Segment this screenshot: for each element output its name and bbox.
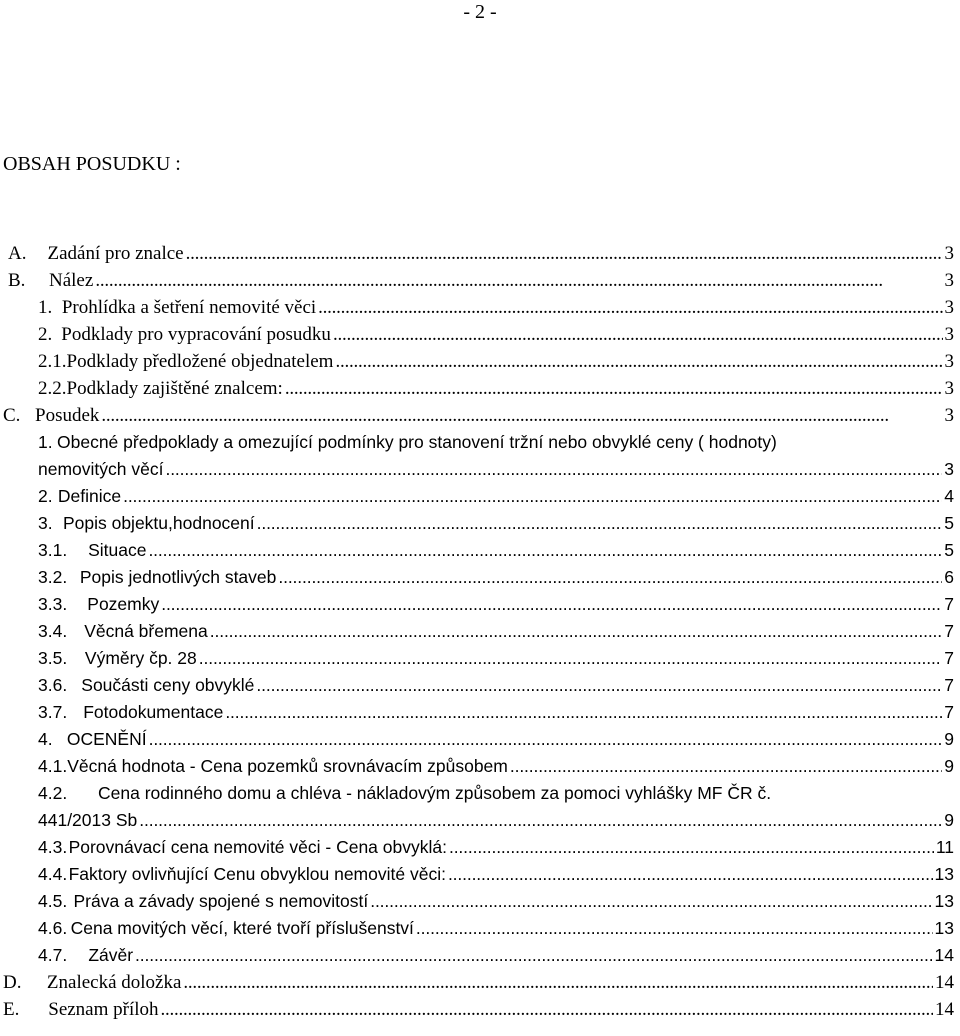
- toc-entry-page: 3: [944, 378, 954, 399]
- toc-entry-number: 4.4.: [38, 864, 68, 884]
- toc-entry-page: 7: [944, 648, 954, 668]
- toc-entry-title: Faktory ovlivňující Cenu obvyklou nemovité věci:: [68, 864, 446, 884]
- toc-entry-title: Fotodokumentace: [83, 702, 224, 722]
- toc-entry-number: C.: [3, 405, 21, 426]
- toc-entry-number: 3.6.: [38, 675, 68, 695]
- dot-leader: [183, 969, 933, 996]
- toc-entry-title: OCENĚNÍ: [66, 729, 147, 749]
- toc-entry-page: 14: [934, 945, 954, 965]
- dot-leader: [139, 807, 942, 834]
- dot-leader: [135, 942, 932, 969]
- dot-leader: [448, 861, 933, 888]
- toc-entry[interactable]: [38, 699, 954, 726]
- toc-entry-number: 1.: [38, 432, 53, 452]
- toc-entry-title: Popis objektu,hodnocení: [62, 513, 255, 533]
- toc-entry[interactable]: [38, 942, 954, 969]
- toc-entry-title: Podklady předložené objednatelem: [66, 351, 334, 372]
- toc-entry-number: 3.5.: [38, 648, 68, 668]
- toc-entry-page: 11: [935, 837, 954, 857]
- toc-entry-number: 4.2.: [38, 783, 68, 803]
- dot-leader: [161, 996, 933, 1023]
- toc-entry-page: 7: [944, 594, 954, 614]
- toc-entry-number: 4.7.: [38, 945, 68, 965]
- toc-entry[interactable]: [38, 537, 954, 564]
- dot-leader: [225, 699, 942, 726]
- toc-entry[interactable]: [8, 240, 954, 267]
- toc-entry-number: 3.3.: [38, 594, 68, 614]
- toc-entry[interactable]: [38, 672, 954, 699]
- toc-entry-number: B.: [8, 270, 26, 291]
- toc-entry-page: 7: [944, 702, 954, 722]
- toc-entry[interactable]: [38, 321, 954, 348]
- toc-entry-number: 3.4.: [38, 621, 68, 641]
- toc-entry-title: Cena movitých věcí, které tvoří příslušenství: [70, 918, 414, 938]
- toc-entry-title: Pozemky: [87, 594, 160, 614]
- toc-entry[interactable]: [8, 267, 954, 294]
- toc-entry-page: 13: [934, 891, 954, 911]
- toc-entry-title: Podklady zajištěné znalcem:: [66, 378, 283, 399]
- toc-entry[interactable]: [38, 915, 954, 942]
- dot-leader: [95, 267, 942, 294]
- toc-entry-title: Věcná hodnota - Cena pozemků srovnávacím způsobem: [67, 756, 508, 776]
- toc-entry[interactable]: [38, 618, 954, 645]
- toc-entry-page: 3: [944, 297, 954, 318]
- dot-leader: [199, 645, 943, 672]
- toc-entry-page: 6: [944, 567, 954, 587]
- toc-entry-title: Cena rodinného domu a chléva - nákladovým způsobem za pomoci vyhlášky MF ČR č.: [98, 783, 772, 803]
- toc-entry-number: 3.1.: [38, 540, 68, 560]
- toc-entry-page: 3: [944, 270, 954, 291]
- toc-entry[interactable]: [38, 861, 954, 888]
- toc-entry-page: 13: [934, 918, 954, 938]
- toc-entry-number: E.: [3, 999, 20, 1020]
- toc-entry-number: 2.: [38, 324, 53, 345]
- toc-entry-number: 2.1.: [38, 351, 67, 372]
- toc-entry-page: 14: [935, 999, 954, 1020]
- toc-entry-title: Definice: [57, 486, 122, 506]
- toc-entry-number: 4.1.: [38, 756, 68, 776]
- toc-entry-page: 9: [944, 810, 954, 830]
- toc-entry[interactable]: [38, 564, 954, 591]
- toc-entry-title: Posudek: [35, 405, 100, 426]
- toc-entry-page: 5: [944, 513, 954, 533]
- dot-leader: [165, 456, 942, 483]
- dot-leader: [335, 348, 942, 375]
- toc-entry-page: 9: [944, 729, 954, 749]
- toc-entry-number: A.: [8, 243, 27, 264]
- toc-entry-title-continued: 441/2013 Sb: [38, 810, 138, 830]
- toc-entry[interactable]: [38, 456, 954, 483]
- toc-entry-title: Věcná břemena: [84, 621, 208, 641]
- toc-entry-page: 7: [944, 675, 954, 695]
- dot-leader: [210, 618, 943, 645]
- dot-leader: [186, 240, 943, 267]
- toc-entry-number: 3.: [38, 513, 53, 533]
- toc-entry-number: 3.7.: [38, 702, 68, 722]
- toc-entry-number: 3.2.: [38, 567, 68, 587]
- toc-entry-number: 4.: [38, 729, 53, 749]
- toc-entry[interactable]: [3, 996, 954, 1023]
- toc-entry-number: 1.: [38, 297, 53, 318]
- toc-entry-page: 3: [944, 243, 954, 264]
- toc-entry-title: Součásti ceny obvyklé: [81, 675, 255, 695]
- toc-entry[interactable]: [3, 969, 954, 996]
- toc-entry[interactable]: [38, 510, 954, 537]
- toc-entry-title: Popis jednotlivých staveb: [79, 567, 277, 587]
- toc-entry-title: Výměry čp. 28: [84, 648, 197, 668]
- toc-entry[interactable]: [38, 375, 954, 402]
- toc-entry-number: 4.5.: [38, 891, 68, 911]
- toc-entry-number: 4.3.: [38, 837, 68, 857]
- toc-entry-first-line[interactable]: [38, 780, 772, 807]
- toc-entry-page: 14: [935, 972, 954, 993]
- toc-entry-title: Podklady pro vypracování posudku: [61, 324, 331, 345]
- dot-leader: [285, 375, 943, 402]
- toc-entry[interactable]: [38, 294, 954, 321]
- dot-leader: [161, 591, 942, 618]
- toc-entry-page: 7: [944, 621, 954, 641]
- toc-entry-first-line[interactable]: [38, 429, 777, 456]
- toc-entry-title: Porovnávací cena nemovité věci - Cena obvyklá:: [68, 837, 447, 857]
- toc-entry[interactable]: [38, 348, 954, 375]
- dot-leader: [510, 753, 942, 780]
- toc-entry[interactable]: [38, 888, 954, 915]
- dot-leader: [416, 915, 933, 942]
- dot-leader: [257, 510, 943, 537]
- toc-entry-page: 5: [944, 540, 954, 560]
- toc-entry-number: 2.: [38, 486, 53, 506]
- toc-entry-title: Seznam příloh: [48, 999, 159, 1020]
- page-number: - 2 -: [463, 1, 497, 23]
- toc-entry-number: D.: [3, 972, 22, 993]
- toc-entry-title: Nález: [49, 270, 94, 291]
- dot-leader: [256, 672, 942, 699]
- toc-entry-page: 3: [944, 405, 954, 426]
- dot-leader: [101, 402, 942, 429]
- toc-entry[interactable]: [38, 645, 954, 672]
- dot-leader: [318, 294, 942, 321]
- dot-leader: [123, 483, 942, 510]
- toc-entry-page: 3: [944, 351, 954, 372]
- toc-entry[interactable]: [3, 402, 954, 429]
- toc-entry-page: 9: [944, 756, 954, 776]
- toc-entry-title: Situace: [88, 540, 147, 560]
- dot-leader: [449, 834, 934, 861]
- toc-entry-page: 13: [934, 864, 954, 884]
- toc-entry-title: Prohlídka a šetření nemovité věci: [61, 297, 317, 318]
- toc-entry-title: Závěr: [88, 945, 134, 965]
- toc-entry-title: Práva a závady spojené s nemovitostí: [73, 891, 369, 911]
- dot-leader: [278, 564, 942, 591]
- toc-entry-page: 4: [944, 486, 954, 506]
- toc-entry-page: 3: [944, 459, 954, 479]
- toc-entry[interactable]: [38, 591, 954, 618]
- toc-entry[interactable]: [38, 834, 954, 861]
- toc-entry-title: Zadání pro znalce: [47, 243, 184, 264]
- dot-leader: [148, 537, 942, 564]
- toc-entry-title: Znalecká doložka: [46, 972, 182, 993]
- toc-entry-page: 3: [944, 324, 954, 345]
- toc-entry-title-continued: nemovitých věcí: [38, 459, 164, 479]
- toc-entry[interactable]: [38, 753, 954, 780]
- toc-heading: OBSAH POSUDKU :: [3, 153, 181, 175]
- dot-leader: [370, 888, 932, 915]
- toc-entry[interactable]: [38, 483, 954, 510]
- toc-entry-title: Obecné předpoklady a omezující podmínky pro stanovení tržní nebo obvyklé ceny ( hodnoty): [57, 432, 777, 452]
- toc-entry[interactable]: [38, 807, 954, 834]
- toc-entry-number: 2.2.: [38, 378, 67, 399]
- toc-entry[interactable]: [38, 726, 954, 753]
- dot-leader: [149, 726, 943, 753]
- dot-leader: [333, 321, 943, 348]
- toc-entry-number: 4.6.: [38, 918, 68, 938]
